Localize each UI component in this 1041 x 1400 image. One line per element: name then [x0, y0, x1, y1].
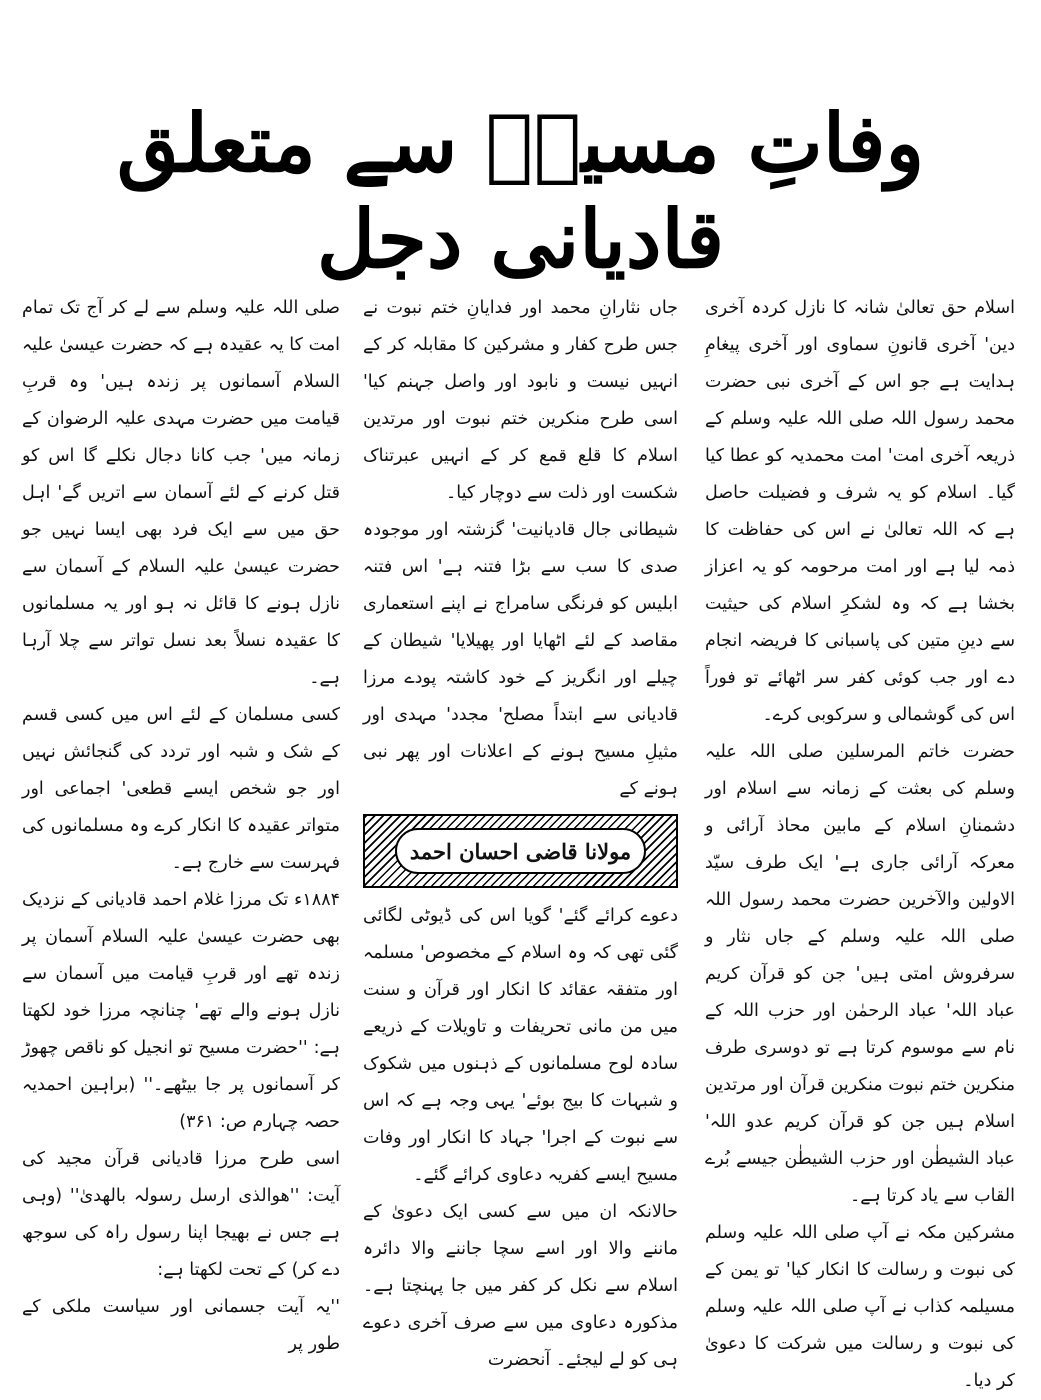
paragraph: صلی اللہ علیہ وسلم سے لے کر آج تک تمام امت کا یہ عقیدہ ہے کہ حضرت عیسیٰ علیہ السلام آسمانوں پر زندہ ہیں' وہ قربِ قیامت میں حضرت مہدی علیہ الرضوان کے زمانہ میں' جب کانا دجال نکلے گا اس کو قتل کرنے کے لئے آسمان سے اتریں گے' اہل حق میں سے ایک فرد بھی ایسا نہیں جو حضرت عیسیٰ علیہ السلام کے آسمان سے نازل ہونے کا قائل نہ ہو اور یہ مسلمانوں کا عقیدہ نسلاً بعد نسل تواتر سے چلا آرہا ہے۔ — [22, 298, 340, 688]
article-column-middle — [363, 290, 678, 1370]
paragraph: ''یہ آیت جسمانی اور سیاست ملکی کے طور پر — [22, 1297, 340, 1354]
paragraph: اسی طرح مرزا قادیانی قرآن مجید کی آیت: ''ھوالذی ارسل رسولہ بالھدیٰ'' (وہی ہے جس نے بھیجا اپنا رسول راہ کی سوجھ دے کر) کے تحت لکھتا ہے: — [22, 1149, 340, 1280]
paragraph: شیطانی جال قادیانیت' گزشتہ اور موجودہ صدی کا سب سے بڑا فتنہ ہے' اس فتنہ ابلیس کو فرنگی سامراج نے اپنے استعماری مقاصد کے لئے اٹھایا اور پھیلایا' شیطان کے چیلے اور انگریز کے خود کاشتہ پودے مرزا قادیانی سے ابتداً مصلح' مجدد' مہدی اور مثیلِ مسیح ہونے کے اعلانات اور پھر نبی ہونے کے — [363, 520, 678, 799]
paragraph: حالانکہ ان میں سے کسی ایک دعویٰ کے ماننے والا اور اسے سچا جاننے والا دائرہ اسلام سے نکل کر کفر میں جا پہنچتا ہے۔ مذکورہ دعاوی میں سے صرف آخری دعوے ہی کو لے لیجئے۔ آنحضرت — [363, 1202, 678, 1370]
author-byline-box — [363, 814, 678, 888]
paragraph: کسی مسلمان کے لئے اس میں کسی قسم کے شک و شبہ اور تردد کی گنجائش نہیں اور جو شخص ایسے قطعی' اجماعی اور متواتر عقیدہ کا انکار کرے وہ مسلمانوں کی فہرست سے خارج ہے۔ — [22, 705, 340, 873]
paragraph: مشرکین مکہ نے آپ صلی اللہ علیہ وسلم کی نبوت و رسالت کا انکار کیا' تو یمن کے مسیلمہ کذاب نے آپ صلی اللہ علیہ وسلم کی نبوت و رسالت میں شرکت کا دعویٰ کر دیا۔ — [705, 1223, 1015, 1391]
paragraph: دعوے کرائے گئے' گویا اس کی ڈیوٹی لگائی گئی تھی کہ وہ اسلام کے مخصوص' مسلمہ اور متفقہ عقائد کا انکار اور قرآن و سنت میں من مانی تحریفات و تاویلات کے ذریعے سادہ لوح مسلمانوں کے ذہنوں میں شکوک و شبہات کا بیج بوئے' یہی وجہ ہے کہ اس سے نبوت کے اجرا' جہاد کا انکار اور وفات مسیح ایسے کفریہ دعاوی کرائے گئے۔ — [363, 906, 678, 1185]
paragraph: جاں نثارانِ محمد اور فدایانِ ختم نبوت نے جس طرح کفار و مشرکین کا مقابلہ کر کے انہیں نیست و نابود اور واصل جہنم کیا' اسی طرح منکرین ختم نبوت اور مرتدین اسلام کا قلع قمع کر کے انہیں عبرتناک شکست اور ذلت سے دوچار کیا۔ — [363, 298, 678, 503]
article-column-right — [705, 290, 1015, 1391]
author-name: مولانا قاضی احسان احمد — [395, 828, 646, 874]
paragraph: حضرت خاتم المرسلین صلی اللہ علیہ وسلم کی بعثت کے زمانہ سے اسلام اور دشمنانِ اسلام کے مابین محاذ آرائی و معرکہ آرائی جاری ہے' ایک طرف سیّد الاولین والآخرین حضرت محمد رسول اللہ صلی اللہ علیہ وسلم کے جاں نثار و سرفروش امتی ہیں' جن کو قرآن کریم عباد اللہ' عباد الرحمٰن اور حزب اللہ کے نام سے موسوم کرتا ہے تو دوسری طرف منکرین ختم نبوت منکرین قرآن اور مرتدین اسلام ہیں جن کو قرآن کریم عدو اللہ' عباد الشیطٰن اور حزب الشیطٰن جیسے بُرے القاب سے یاد کرتا ہے۔ — [705, 742, 1015, 1206]
article-column-left — [22, 290, 340, 1354]
page-title: وفاتِ مسیحؑ سے متعلق قادیانی دجل — [116, 96, 925, 286]
paragraph: اسلام حق تعالیٰ شانہ کا نازل کردہ آخری دین' آخری قانونِ سماوی اور آخری پیغامِ ہدایت ہے جو اس کے آخری نبی حضرت محمد رسول اللہ صلی اللہ علیہ وسلم کے ذریعہ آخری امت' امت محمدیہ کو عطا کیا گیا۔ اسلام کو یہ شرف و فضیلت حاصل ہے کہ اللہ تعالیٰ نے اس کی حفاظت کا ذمہ لیا ہے اور امت مرحومہ کو یہ اعزاز بخشا ہے کہ وہ لشکرِ اسلام کی حیثیت سے دینِ متین کی پاسبانی کا فریضہ انجام دے اور جب کوئی کفر سر اٹھائے تو فوراً اس کی گوشمالی و سرکوبی کرے۔ — [705, 298, 1015, 725]
paragraph: ۱۸۸۴ء تک مرزا غلام احمد قادیانی کے نزدیک بھی حضرت عیسیٰ علیہ السلام آسمان پر زندہ تھے اور قربِ قیامت میں آسمان سے نازل ہونے والے تھے' چنانچہ مرزا خود لکھتا ہے: ''حضرت مسیح تو انجیل کو ناقص چھوڑ کر آسمانوں پر جا بیٹھے۔'' (براہین احمدیہ حصہ چہارم ص: ۳۶۱) — [22, 890, 340, 1132]
